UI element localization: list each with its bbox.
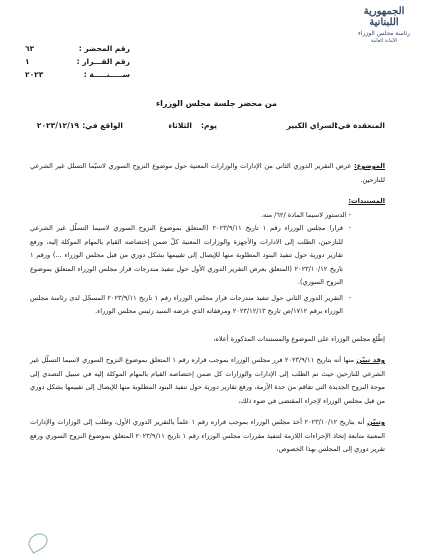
logo-line-3: رئاسة مجلس الوزراء — [357, 30, 411, 37]
logo-line-1: الجمهورية — [363, 6, 405, 17]
year-row — [25, 68, 130, 81]
date-label: الواقع في: — [82, 121, 123, 130]
paragraph-1: إطّلع مجلس الوزراء على الموضوع والمستندات المذكورة أعلاه، — [213, 334, 385, 343]
day: الثلاثاء — [168, 121, 192, 130]
document-body — [30, 160, 385, 465]
paragraph-2 — [30, 354, 385, 408]
document-item: - قرارا مجلس الوزراء رقم ١ تاريخ ٢٠٢٣/٩/١١ (المتعلق بموضوع النزوح السوري لاسيما التسلّل غير الشرعي للنازحين، الطلب إلى الادارات والأجهزة والوزارات المعنية كلّ ضمن إختصاصه القيام بالمهام الموكلة إليه، ورفع تقارير دورية حول تنفيذ البنود المطلوبة منها للإيصال إلى تقييمها بشكل دوري من قبل مجلس الوزراء ...) ورقم ١ تاريخ ٢٠٢٣/١٠/١٢ (المتعلق بعرض التقرير الدوري الأول حول تنفيذ مندرجات قرار مجلس الوزراء المتعلق بموضوع النزوح السوري). — [30, 222, 351, 290]
document-item-text: قرارا مجلس الوزراء رقم ١ تاريخ ٢٠٢٣/٩/١١ (المتعلق بموضوع النزوح السوري لاسيما التسلّل غير الشرعي للنازحين، الطلب إلى الادارات والأجهزة والوزارات المعنية كلّ ضمن إختصاصه القيام بالمهام الموكلة إليه، ورفع تقارير دورية حول تنفيذ البنود المطلوبة منها للإيصال إلى تقييمها بشكل دوري من قبل مجلس الوزراء ...) ورقم ١ تاريخ ٢٠٢٣/١٠/١٢ (المتعلق بعرض التقرير الدوري الأول حول تنفيذ مندرجات قرار مجلس الوزراء المتعلق بموضوع النزوح السوري). — [30, 224, 343, 286]
government-logo — [353, 6, 415, 45]
day-label: يوم: — [200, 121, 217, 130]
document-item-text: التقرير الدوري الثاني حول تنفيذ مندرجات قرار مجلس الوزراء رقم ١ تاريخ ٢٠٢٣/٩/١١ المسجّل لدى رئاسة مجلس الوزراء برقم ١٧١٢/ص تاريخ ٢٠٢٣/١٢/١٣ ومرفقاته الذي عرضه السيد رئيس مجلس الوزراء. — [30, 293, 343, 315]
page-title: من محضر جلسة مجلس الوزراء — [156, 99, 277, 108]
logo-line-4: الأمانة العامة — [370, 38, 398, 44]
decision-number-label: رقم القـــرار : — [76, 57, 130, 66]
subject-label: الموضوع: — [354, 162, 385, 170]
subject-text: عرض التقرير الدوري الثاني من الإدارات والوزارات المعنية حول موضوع النزوح السوري لاسيّما التسلل غير الشرعي للنازحين. — [30, 162, 385, 184]
record-number-row — [25, 42, 130, 55]
reference-block — [25, 42, 130, 81]
document-item: - التقرير الدوري الثاني حول تنفيذ مندرجات قرار مجلس الوزراء رقم ١ تاريخ ٢٠٢٣/٩/١١ المسجّل لدى رئاسة مجلس الوزراء برقم ١٧١٢/ص تاريخ ٢٠٢٣/١٢/١٣ ومرفقاته الذي عرضه السيد رئيس مجلس الوزراء. — [30, 292, 351, 319]
signature-mark — [25, 530, 50, 554]
venue-label: المنعقدة في: — [335, 121, 385, 130]
paragraph-3-lead: وتبيّن — [367, 418, 385, 426]
paragraph-2-lead: وقد تبيّن — [356, 356, 385, 364]
date: ٢٠٢٣/١٢/١٩ — [36, 121, 79, 130]
documents-list — [30, 209, 385, 319]
paragraph-3 — [30, 416, 385, 457]
paragraph-2-text: منها أنه بتاريخ ٢٠٢٣/٩/١١ قرر مجلس الوزراء بموجب قراره رقم ١ المتعلق بموضوع النزوح السوري لاسيما التسلّل غير الشرعي للنازحين حيث تم الطلب إلى الإدارات والوزارات كل ضمن إختصاصه القيام بالمهام الموكلة إليه في سبيل التصدي إلى موجة النزوح الجديدة التي تفاقم من حدة الأزمة، ورفع تقارير دورية حول تنفيذ البنود المطلوبة منها للإيصال إلى تقييمها بشكل دوري من قبل مجلس الوزراء لإجراء المقتضى في ضوء ذلك، — [30, 356, 385, 405]
logo-line-2: اللبنانية — [369, 17, 399, 28]
session-meta — [30, 121, 385, 133]
decision-number: ١ — [25, 57, 30, 66]
year-label: ســـــنـــــة : — [83, 70, 130, 79]
record-number-label: رقم المحضر : — [78, 44, 130, 53]
year: ٢٠٢٣ — [25, 70, 44, 79]
record-number: ٦٢ — [25, 44, 35, 53]
decision-number-row — [25, 55, 130, 68]
paragraph-3-text: أنه بتاريخ ٢٠٢٣/١٠/١٢ أخذ مجلس الوزراء بموجب قراره رقم ١ علماً بالتقرير الدوري الأول، وطلب إلى الوزارات والإدارات المعنية متابعة إتخاذ الإجراءات اللازمة لتنفيذ مقررات مجلس الوزراء رقم ١ تاريخ ٢٠٢٣/٩/١١ المتعلق بموضوع النزوح السوري ورفع تقرير دوري إلى المجلس بهذا الخصوص، — [30, 418, 386, 453]
venue: السراي الكبير — [286, 121, 337, 130]
documents-label: المستندات: — [348, 197, 385, 205]
documents-intro: - الدستور لاسيما المادة /٦٢/ منه. — [260, 210, 351, 219]
subject-paragraph — [30, 160, 385, 187]
